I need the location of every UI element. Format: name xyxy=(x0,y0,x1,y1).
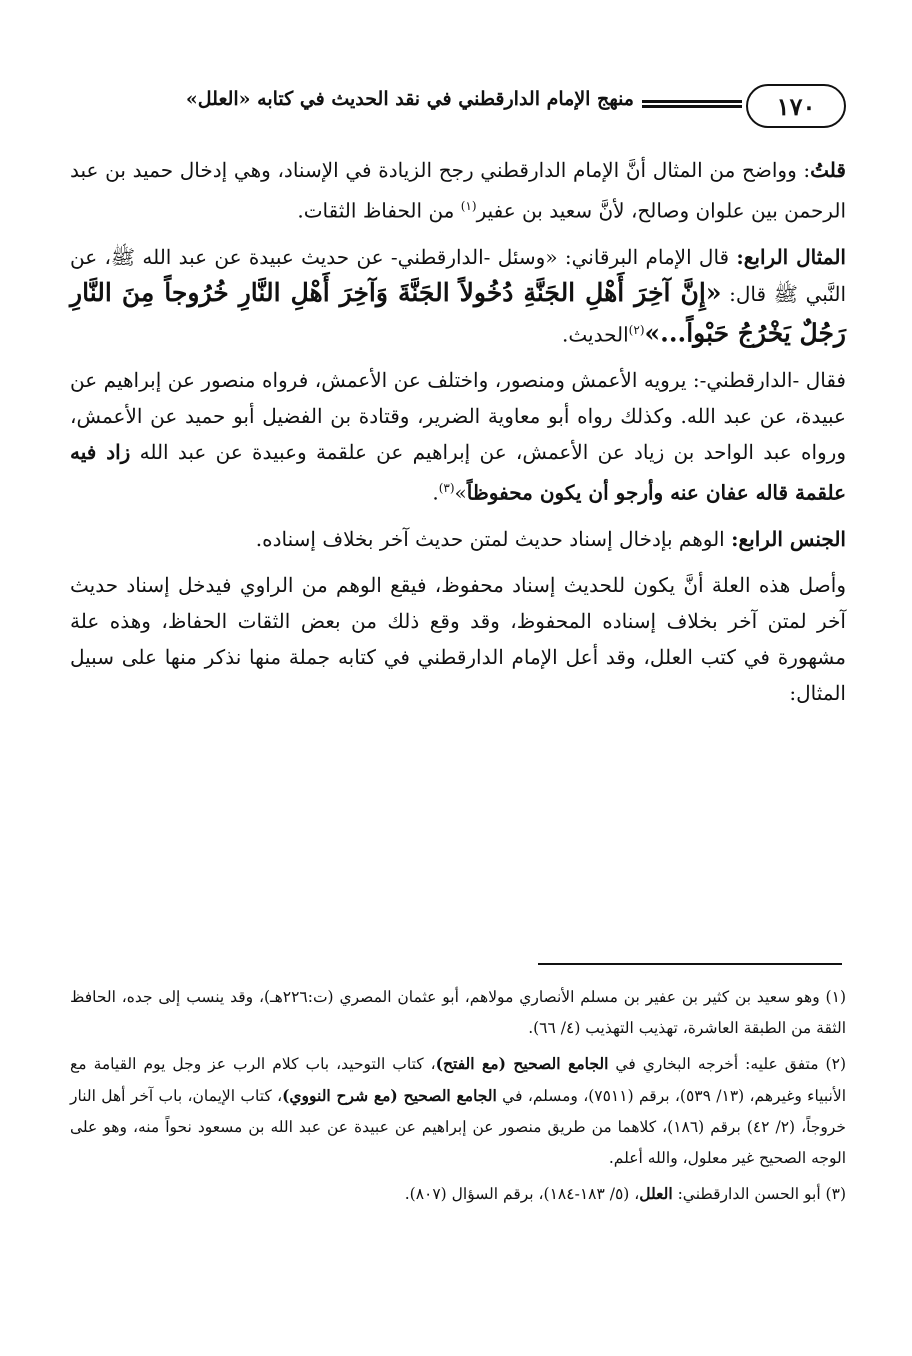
footnote-text: ، كتاب التوحيد، باب كلام الرب عز وجل يوم القيامة مع الأنبياء وغيرهم، (١٣/ ٥٣٩)، برقم (٧٥١١)، ومسلم، في xyxy=(70,1055,846,1105)
footnote-text: (٣) أبو الحسن الدارقطني: xyxy=(672,1185,846,1203)
footnote-text: ، كتاب الإيمان، باب آخر أهل النار خروجاً، (٢/ ٤٢) برقم (١٨٦)، كلاهما من طريق منصور عن إبراهيم عن عبيدة عن عبد الله بن مسعود نحواً منه، وهو على الوجه الصحيح غير معلول، والله أعلم. xyxy=(70,1087,847,1167)
footnote-source-title: العلل xyxy=(639,1184,673,1203)
footnote-source-title: الجامع الصحيح (مع شرح النووي) xyxy=(282,1086,497,1105)
paragraph-tail: . xyxy=(432,480,439,505)
footnotes xyxy=(70,982,846,1214)
running-title: منهج الإمام الدارقطني في نقد الحديث في كتابه «العلل» xyxy=(185,88,634,110)
header-rule xyxy=(642,100,742,110)
paragraph-5 xyxy=(70,567,846,711)
footnote-1: (١) وهو سعيد بن كثير بن عفير بن مسلم الأنصاري مولاهم، أبو عثمان المصري (ت:٢٢٦هـ)، وقد ينسب إلى جده، الحافظ الثقة من الطبقة العاشرة، تهذيب التهذيب (٤/ ٦٦). xyxy=(70,988,846,1037)
paragraph-lead: قلتُ xyxy=(810,158,846,182)
paragraph-text: : وواضح من المثال أنَّ الإمام الدارقطني رجح الزيادة في الإسناد، وهي إدخال حميد بن عبد الرحمن بين علوان وصالح، لأنَّ سعيد بن عفير xyxy=(70,158,846,223)
footnote-divider xyxy=(538,963,842,965)
paragraph-text: الوهم بإدخال إسناد حديث لمتن حديث آخر بخلاف إسناده. xyxy=(255,526,732,551)
main-text xyxy=(70,152,846,721)
footnote-text: (٢) متفق عليه: أخرجه البخاري في xyxy=(608,1055,846,1073)
quote-close: » xyxy=(454,480,467,505)
paragraph-text: قال الإمام البرقاني: «وسئل -الدارقطني- عن حديث عبيدة عن عبد الله ﷺ، عن النَّبي ﷺ قال: xyxy=(70,244,847,306)
paragraph-tail: من الحفاظ الثقات. xyxy=(297,198,461,223)
footnote-3 xyxy=(70,1178,846,1210)
page-number: ١٧٠ xyxy=(746,84,846,128)
footnote-ref-2: (٢) xyxy=(628,322,645,337)
footnote-source-title: الجامع الصحيح (مع الفتح) xyxy=(435,1054,609,1073)
paragraph-4 xyxy=(70,521,846,557)
footnote-2 xyxy=(70,1048,846,1174)
page-header xyxy=(70,84,846,132)
footnote-ref-1: (١) xyxy=(460,199,477,213)
hadith-quote: «إِنَّ آخِرَ أَهْلِ الجَنَّةِ دُخُولاً الجَنَّةَ وَآخِرَ أَهْلِ النَّارِ خُرُوجاً مِنَ النَّارِ رَجُلٌ يَخْرُجُ حَبْواً...» xyxy=(70,277,846,348)
paragraph-2 xyxy=(70,239,846,353)
footnote-ref-3: (٣) xyxy=(438,481,455,496)
paragraph-1 xyxy=(70,152,846,229)
paragraph-text: وأصل هذه العلة أنَّ يكون للحديث إسناد محفوظ، فيقع الوهم من الراوي فيدخل إسناد حديث آخر لمتن آخر بخلاف إسناده المحفوظ، وقد وقع ذلك من بعض الثقات الحفاظ، وهذه علة مشهورة في كتب العلل، وقد أعل الإمام الدارقطني في كتابه جملة منها نذكر منها على سبيل المثال: xyxy=(70,572,846,705)
paragraph-bold: زاد فيه علقمة قاله عفان عنه وأرجو أن يكون محفوظاً xyxy=(70,440,846,505)
paragraph-text: فقال -الدارقطني-: يرويه الأعمش ومنصور، واختلف عن الأعمش، فرواه منصور عن إبراهيم عن عبيدة، عن عبد الله. وكذلك رواه أبو معاوية الضرير، وقتادة بن الفضيل أبو حميد عن الأعمش، ورواه عبد الواحد بن زياد عن الأعمش، عن إبراهيم عن علقمة وعبيدة عن عبد الله xyxy=(70,368,847,465)
footnote-text: ، (٥/ ١٨٣-١٨٤)، برقم السؤال (٨٠٧). xyxy=(404,1185,640,1203)
paragraph-lead: الجنس الرابع: xyxy=(731,526,846,551)
paragraph-lead: المثال الرابع: xyxy=(736,244,846,269)
paragraph-tail: الحديث. xyxy=(562,322,629,347)
paragraph-3 xyxy=(70,362,846,511)
